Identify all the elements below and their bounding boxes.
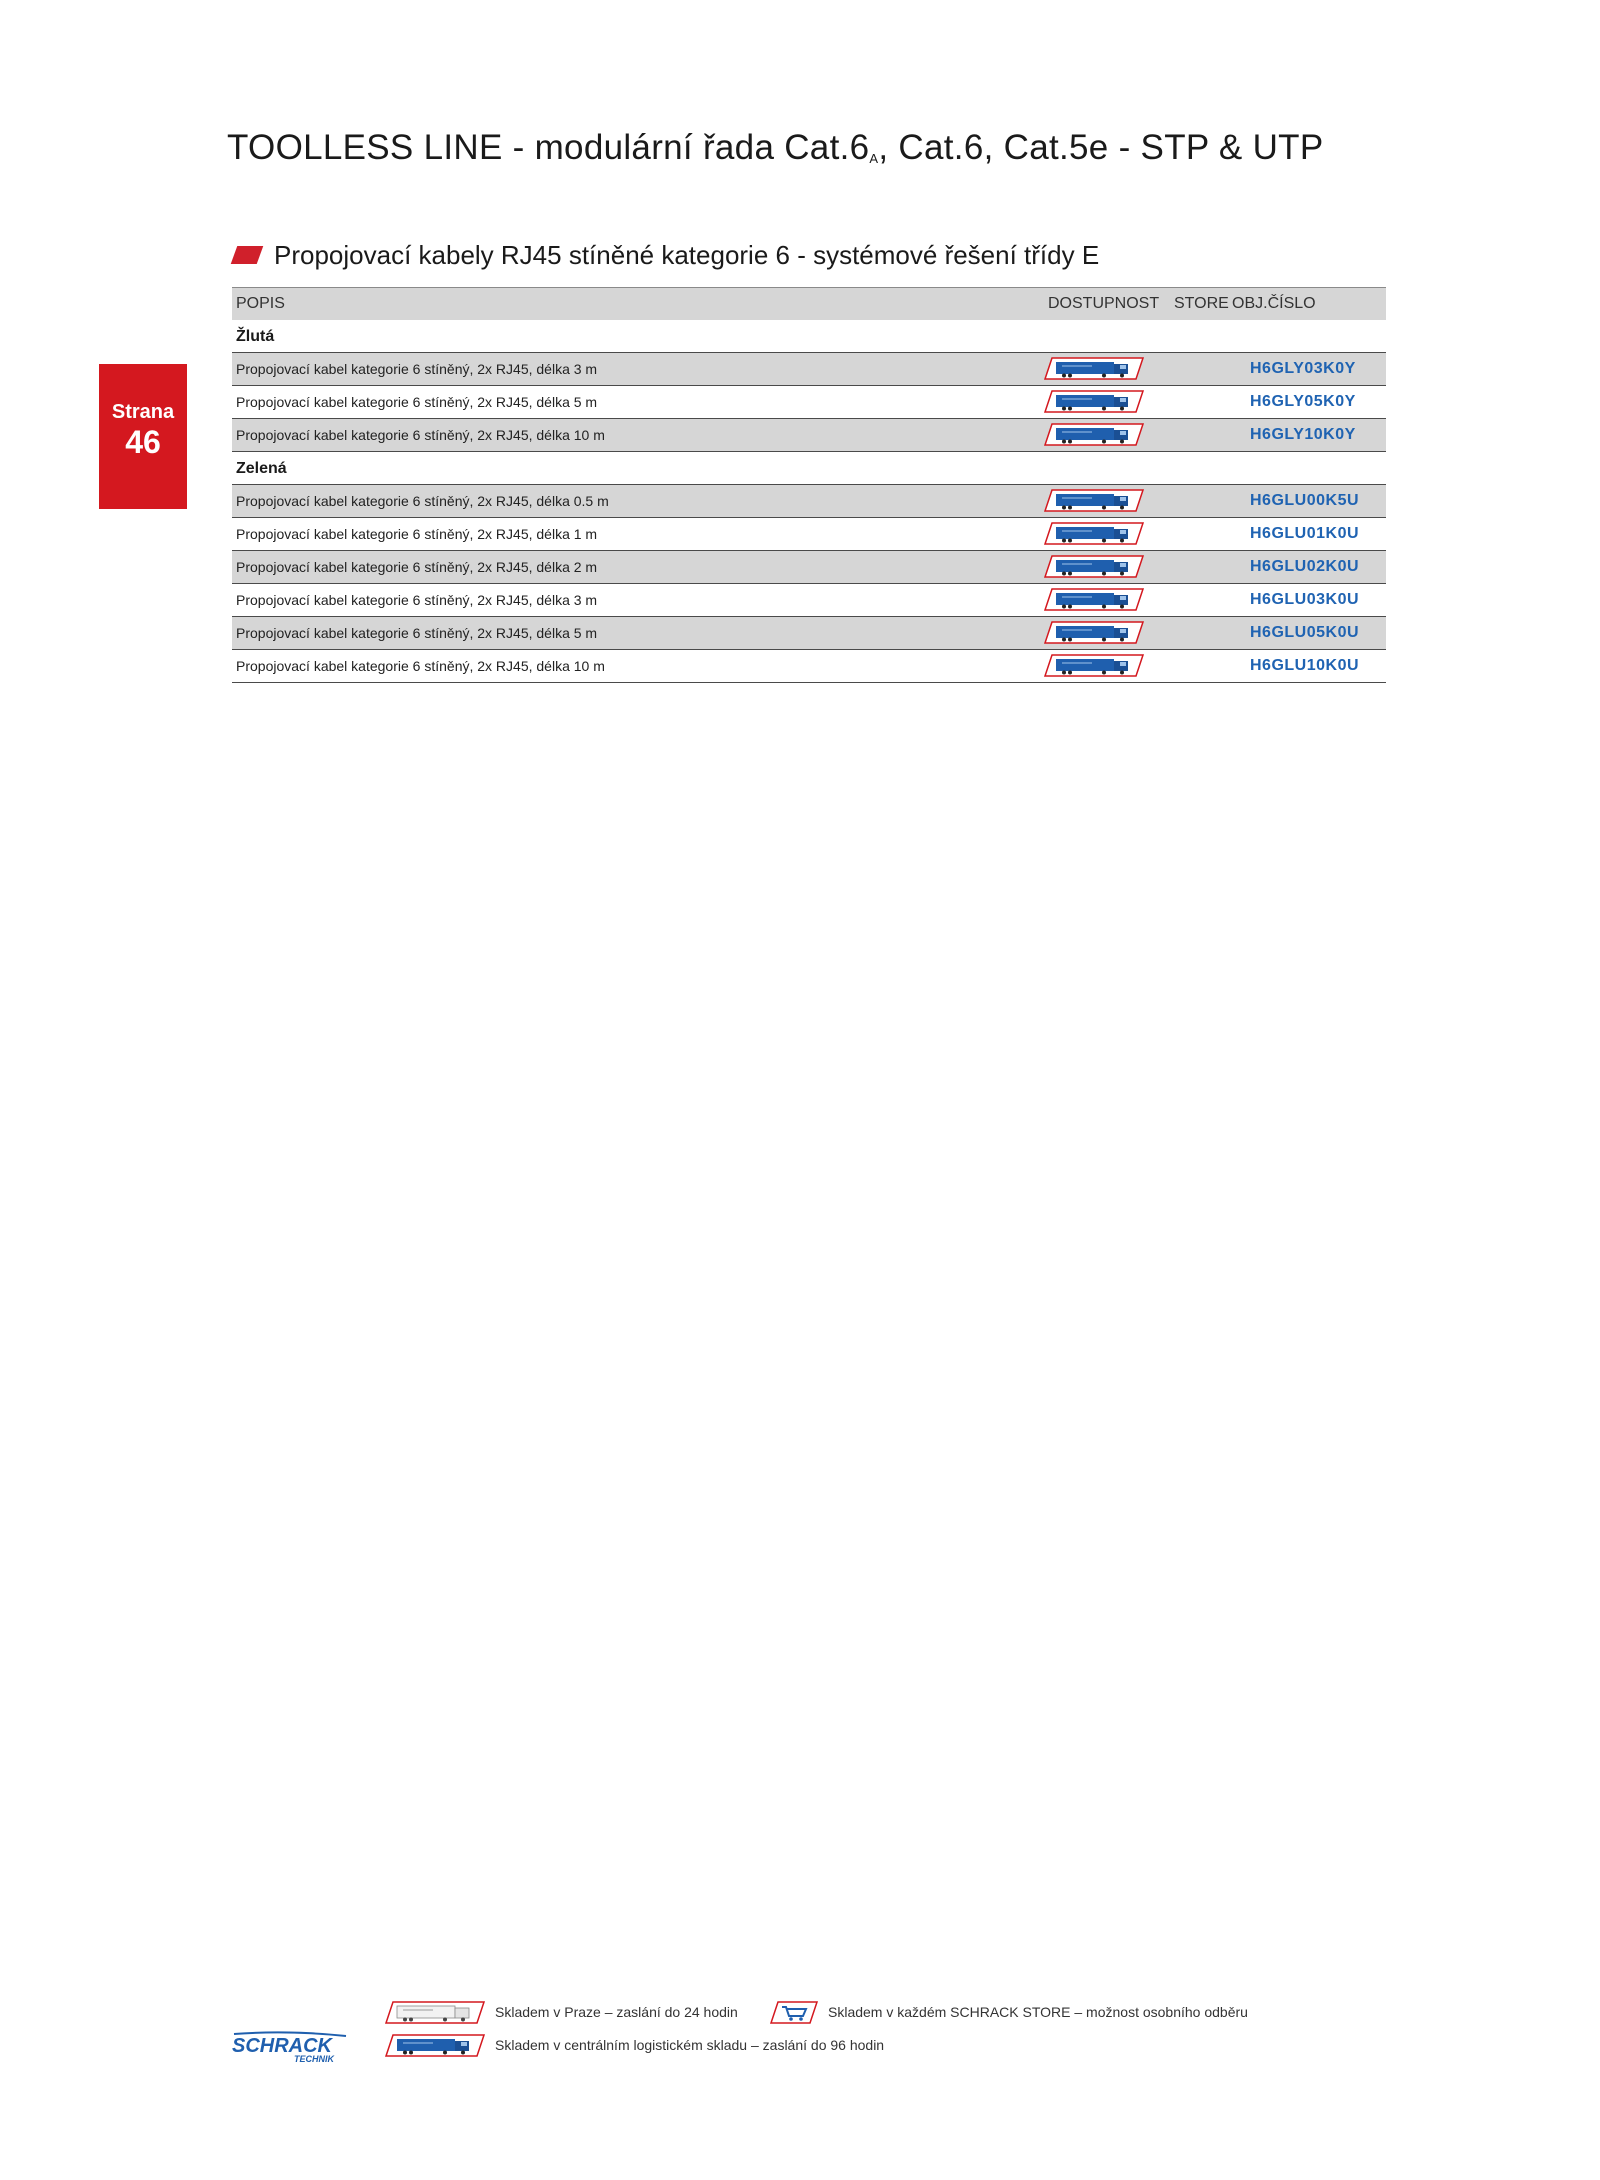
row-description: Propojovací kabel kategorie 6 stíněný, 2x RJ45, délka 5 m: [236, 625, 598, 641]
schrack-logo: [228, 2030, 350, 2064]
section-title: Propojovací kabely RJ45 stíněné kategorie 6 - systémové řešení třídy E: [274, 239, 1100, 270]
page-tab-label: Strana: [111, 401, 175, 423]
row-description: Propojovací kabel kategorie 6 stíněný, 2x RJ45, délka 10 m: [236, 658, 605, 674]
table-row: [232, 518, 1386, 551]
blue-truck-icon: [385, 2034, 485, 2057]
blue-truck-icon: [1044, 555, 1144, 578]
row-description: Propojovací kabel kategorie 6 stíněný, 2x RJ45, délka 3 m: [236, 592, 598, 608]
blue-truck-icon: [1044, 390, 1144, 413]
row-description: Propojovací kabel kategorie 6 stíněný, 2x RJ45, délka 1 m: [236, 526, 598, 542]
section-heading: [234, 240, 1099, 270]
blue-truck-icon: [1044, 489, 1144, 512]
group-label-zelena: Zelená: [232, 452, 1386, 485]
table-row: [232, 353, 1386, 386]
row-description: Propojovací kabel kategorie 6 stíněný, 2x RJ45, délka 2 m: [236, 559, 598, 575]
legend-text: Skladem v Praze – zaslání do 24 hodin: [495, 2004, 738, 2020]
row-description: Propojovací kabel kategorie 6 stíněný, 2x RJ45, délka 10 m: [236, 427, 605, 443]
column-header-store: STORE: [1174, 295, 1229, 312]
logo-wordmark: SCHRACK: [232, 2035, 332, 2057]
order-code-link[interactable]: H6GLU03K0U: [1250, 591, 1360, 608]
table-row: [232, 386, 1386, 419]
column-header-popis: POPIS: [236, 295, 285, 312]
logo-tagline: TECHNIK: [294, 2054, 334, 2064]
white-truck-icon: [385, 2001, 485, 2024]
column-header-obj-cislo: OBJ.ČÍSLO: [1232, 295, 1316, 312]
blue-truck-icon: [1044, 621, 1144, 644]
row-description: Propojovací kabel kategorie 6 stíněný, 2x RJ45, délka 5 m: [236, 394, 598, 410]
order-code-link[interactable]: H6GLY03K0Y: [1250, 360, 1356, 377]
blue-truck-icon: [1044, 423, 1144, 446]
blue-truck-icon: [1044, 357, 1144, 380]
order-code-link[interactable]: H6GLU10K0U: [1250, 657, 1360, 674]
column-header-dostupnost: DOSTUPNOST: [1048, 295, 1160, 312]
order-code-link[interactable]: H6GLU05K0U: [1250, 624, 1360, 641]
row-description: Propojovací kabel kategorie 6 stíněný, 2x RJ45, délka 3 m: [236, 361, 598, 377]
legend-item-prague: [385, 1998, 738, 2026]
order-code-link[interactable]: H6GLY10K0Y: [1250, 426, 1356, 443]
page-number-tab: [99, 364, 187, 509]
legend-text: Skladem v centrálním logistickém skladu – zaslání do 96 hodin: [495, 2037, 885, 2053]
order-code-link[interactable]: H6GLU00K5U: [1250, 492, 1360, 509]
table-row: [232, 617, 1386, 650]
table-row: [232, 584, 1386, 617]
blue-truck-icon: [1044, 654, 1144, 677]
table-row: [232, 419, 1386, 452]
group-label-zluta: Žlutá: [232, 320, 1386, 353]
table-row: [232, 650, 1386, 683]
order-code-link[interactable]: H6GLY05K0Y: [1250, 393, 1356, 410]
cart-icon: [770, 2001, 818, 2024]
legend-item-store: [770, 1998, 1248, 2026]
table-row: [232, 551, 1386, 584]
order-code-link[interactable]: H6GLU02K0U: [1250, 558, 1360, 575]
page-number: 46: [125, 424, 161, 460]
table-header: [232, 287, 1386, 320]
table-row: [232, 485, 1386, 518]
order-code-link[interactable]: H6GLU01K0U: [1250, 525, 1360, 542]
blue-truck-icon: [1044, 522, 1144, 545]
page-title: TOOLLESS LINE - modulární řada $Cat.6_A$, Cat.6, Cat.5e - STP & UTP: [227, 128, 1324, 167]
product-table: [232, 287, 1386, 683]
blue-truck-icon: [1044, 588, 1144, 611]
legend-text: Skladem v každém SCHRACK STORE – možnost osobního odběru: [828, 2004, 1248, 2020]
row-description: Propojovací kabel kategorie 6 stíněný, 2x RJ45, délka 0.5 m: [236, 493, 609, 509]
section-marker-icon: [231, 246, 264, 264]
legend-item-central: [385, 2031, 884, 2059]
